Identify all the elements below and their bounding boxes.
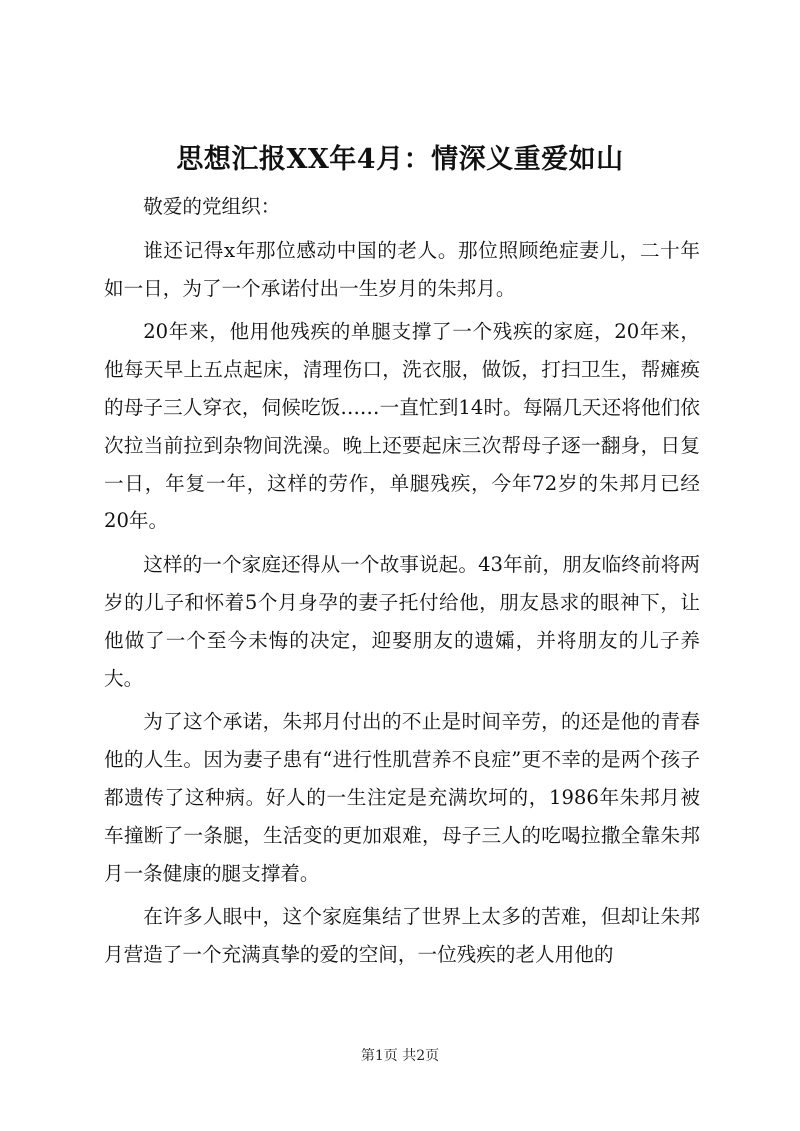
paragraph: 这样的一个家庭还得从一个故事说起。43年前，朋友临终前将两岁的儿子和怀着5个月身孕的妻子托付给他，朋友恳求的眼神下，让他做了一个至今未悔的决定，迎娶朋友的遗孀，并将朋友的儿子养大。 xyxy=(104,553,700,690)
paragraph: 为了这个承诺，朱邦月付出的不止是时间辛劳，的还是他的青春他的人生。因为妻子患有“进行性肌营养不良症”更不幸的是两个孩子都遗传了这种病。好人的一生注定是充满坎坷的，1986年朱邦月被车撞断了一条腿，生活变的更加艰难，母子三人的吃喝拉撒全靠朱邦月一条健康的腿支撑着。 xyxy=(104,710,700,885)
paragraph: 谁还记得x年那位感动中国的老人。那位照顾绝症妻儿，二十年如一日，为了一个承诺付出一生岁月的朱邦月。 xyxy=(104,238,700,300)
paragraph: 在许多人眼中，这个家庭集结了世界上太多的苦难，但却让朱邦月营造了一个充满真挚的爱的空间，一位残疾的老人用他的 xyxy=(104,905,700,967)
document-body xyxy=(104,188,700,980)
page-footer: 第1页 共2页 xyxy=(360,1048,440,1064)
document-title: 思想汇报XX年4月：情深义重爱如山 xyxy=(176,144,624,175)
paragraph: 20年来，他用他残疾的单腿支撑了一个残疾的家庭，20年来，他每天早上五点起床，清理伤口，洗衣服，做饭，打扫卫生，帮瘫痪的母子三人穿衣，伺候吃饭……一直忙到14时。每隔几天还将他们依次拉当前拉到杂物间洗澡。晚上还要起床三次帮母子逐一翻身，日复一日，年复一年，这样的劳作，单腿残疾，今年72岁的朱邦月已经20年。 xyxy=(104,320,700,533)
salutation: 敬爱的党组织： xyxy=(143,195,281,218)
